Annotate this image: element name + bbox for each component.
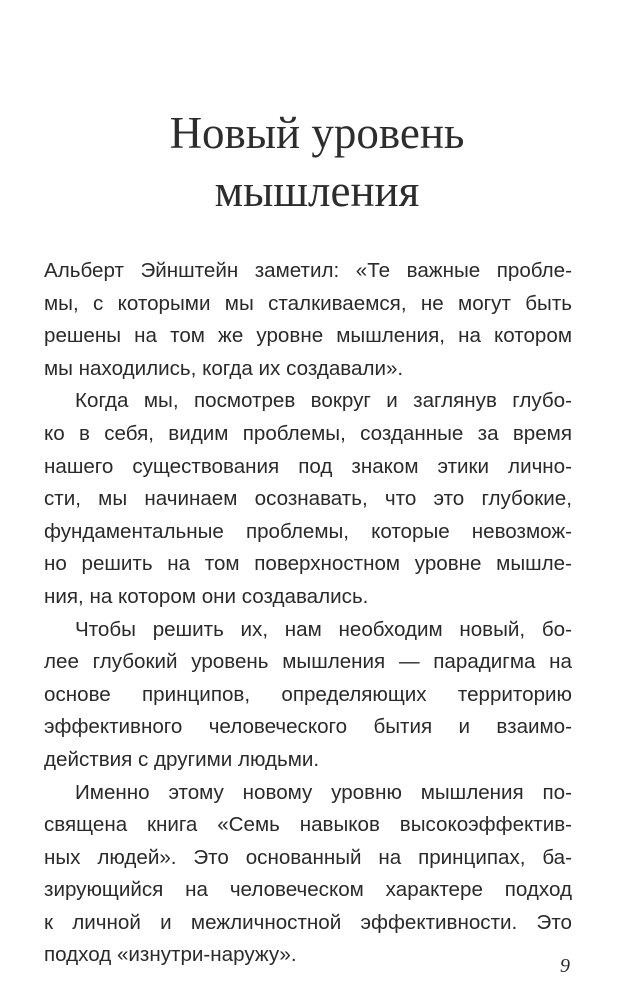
text-line: основе принципов, определяющих территорию bbox=[44, 682, 572, 706]
paragraph-1 bbox=[44, 255, 572, 385]
text-line: сти, мы начинаем осознавать, что это глубокие, bbox=[44, 487, 572, 511]
chapter-title bbox=[0, 104, 634, 220]
text-line: Именно этому новому уровню мышления по- bbox=[75, 780, 572, 804]
text-line: мы находились, когда их создавали». bbox=[44, 356, 404, 380]
chapter-title-line-1: Новый уровень bbox=[169, 108, 465, 158]
text-line: эффективного человеческого бытия и взаимо- bbox=[44, 715, 572, 739]
paragraph-3 bbox=[44, 614, 572, 777]
text-line: нашего существования под знаком этики лично- bbox=[44, 454, 572, 478]
page-number: 9 bbox=[560, 955, 570, 977]
text-line: фундаментальные проблемы, которые невозмож- bbox=[44, 519, 572, 543]
text-line: ко в себя, видим проблемы, созданные за время bbox=[44, 421, 572, 445]
text-line: зирующийся на человеческом характере подход bbox=[44, 878, 572, 902]
text-line: ных людей». Это основанный на принципах, ба- bbox=[44, 845, 572, 869]
text-line: Когда мы, посмотрев вокруг и заглянув глубо- bbox=[75, 389, 572, 413]
text-line: ния, на котором они создавались. bbox=[44, 584, 369, 608]
text-line: к личной и межличностной эффективности. Это bbox=[44, 910, 572, 934]
text-line: решены на том же уровне мышления, на котором bbox=[44, 324, 572, 348]
text-line: Чтобы решить их, нам необходим новый, бо- bbox=[75, 617, 572, 641]
text-line: подход «изнутри-наружу». bbox=[44, 943, 297, 967]
chapter-title-line-2: мышления bbox=[214, 166, 420, 216]
text-line: лее глубокий уровень мышления — парадигма на bbox=[44, 650, 572, 674]
text-line: действия с другими людьми. bbox=[44, 747, 320, 771]
text-line: священа книга «Семь навыков высокоэффектив- bbox=[44, 813, 572, 837]
body-text bbox=[44, 255, 572, 972]
paragraph-4 bbox=[44, 777, 572, 973]
text-line: Альберт Эйнштейн заметил: «Те важные пробле- bbox=[44, 259, 572, 282]
paragraph-2 bbox=[44, 385, 572, 613]
text-line: но решить на том поверхностном уровне мышле- bbox=[44, 552, 572, 576]
text-line: мы, с которыми мы сталкиваемся, не могут быть bbox=[44, 291, 572, 315]
